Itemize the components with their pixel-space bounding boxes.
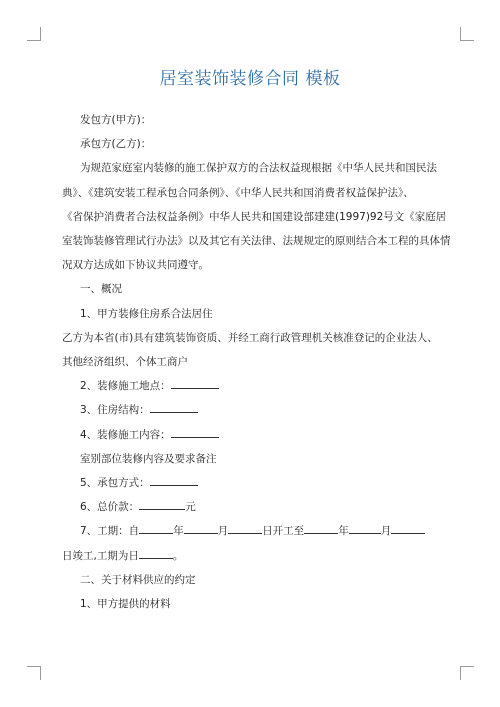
clause-3-structure	[62, 398, 438, 422]
clause-7-label: 7、工期：自	[80, 525, 140, 538]
clause-7-period	[62, 519, 438, 543]
fill-blank[interactable]	[349, 523, 381, 534]
crop-mark-top-right	[460, 27, 474, 41]
fill-blank[interactable]	[391, 523, 425, 534]
fill-blank[interactable]	[150, 475, 198, 486]
clause-7-continuation	[62, 544, 438, 568]
fill-blank[interactable]	[171, 427, 219, 438]
section-heading-overview: 一、概况	[80, 283, 122, 296]
preamble-line: 典》、《建筑安装工程承包合同条例》、《中华人民共和国消费者权益保护法》、	[62, 186, 414, 199]
year-label: 年	[173, 525, 184, 538]
start-text: 日开工至	[262, 525, 305, 538]
contractor-note-paragraph	[62, 326, 438, 374]
fill-blank[interactable]	[171, 378, 219, 389]
crop-mark-top-left	[27, 27, 41, 41]
crop-mark-bottom-left	[27, 666, 41, 680]
fill-blank[interactable]	[184, 523, 218, 534]
crop-mark-bottom-right	[460, 666, 474, 680]
clause-1: 1、甲方装修住房系合法居住	[80, 307, 213, 320]
clause-4-content	[62, 423, 438, 447]
preamble-paragraph	[62, 156, 451, 277]
fill-blank[interactable]	[228, 523, 262, 534]
currency-unit: 元	[185, 501, 196, 514]
document-title: 居室装饰装修合同 模板	[159, 69, 341, 89]
contractor-note-line: 其他经济组织、个体工商户	[62, 356, 188, 369]
section-heading-materials: 二、关于材料供应的约定	[80, 573, 196, 586]
end-text: 日竣工,工期为日	[62, 549, 139, 562]
fill-blank[interactable]	[139, 548, 173, 559]
clause-2-site	[62, 374, 438, 398]
preamble-line: 《省保护消费者合法权益条例》中华人民共和国建设部建建(1997)92号文《家庭居	[62, 210, 447, 223]
preamble-line: 为规范家庭室内装修的施工保护双方的合法权益现根据《中华人民共和国民法	[80, 162, 437, 175]
clause-2-label: 2、装修施工地点：	[80, 380, 171, 393]
party-a-line: 发包方(甲方)：	[80, 114, 152, 126]
fill-blank[interactable]	[139, 499, 185, 510]
fill-blank[interactable]	[304, 523, 338, 534]
year-label: 年	[338, 525, 349, 538]
clause-materials-1: 1、甲方提供的材料	[80, 598, 171, 611]
clause-5-label: 5、承包方式：	[80, 477, 150, 490]
contractor-note-line: 乙方为本省(市)具有建筑装饰资质、并经工商行政管理机关核准登记的企业法人、	[62, 331, 438, 344]
clause-3-label: 3、住房结构：	[80, 404, 150, 417]
fill-blank[interactable]	[150, 402, 198, 413]
month-label: 月	[217, 525, 229, 538]
period-end: 。	[172, 549, 184, 562]
document-body	[62, 108, 451, 616]
clause-6-label: 6、总价款：	[80, 501, 140, 514]
preamble-line: 况双方达成如下协议共同遵守。	[62, 259, 209, 272]
clause-6-total-price	[62, 495, 438, 519]
fill-blank[interactable]	[139, 523, 173, 534]
room-note-line: 室别部位装修内容及要求备注	[80, 452, 217, 465]
month-label: 月	[380, 525, 392, 538]
clause-5-contract-mode	[62, 471, 438, 495]
clause-4-label: 4、装修施工内容：	[80, 428, 171, 441]
preamble-line: 室装饰装修管理试行办法》以及其它有关法律、法规规定的原则结合本工程的具体情	[62, 235, 451, 248]
party-b-line: 承包方(乙方)：	[80, 138, 152, 151]
